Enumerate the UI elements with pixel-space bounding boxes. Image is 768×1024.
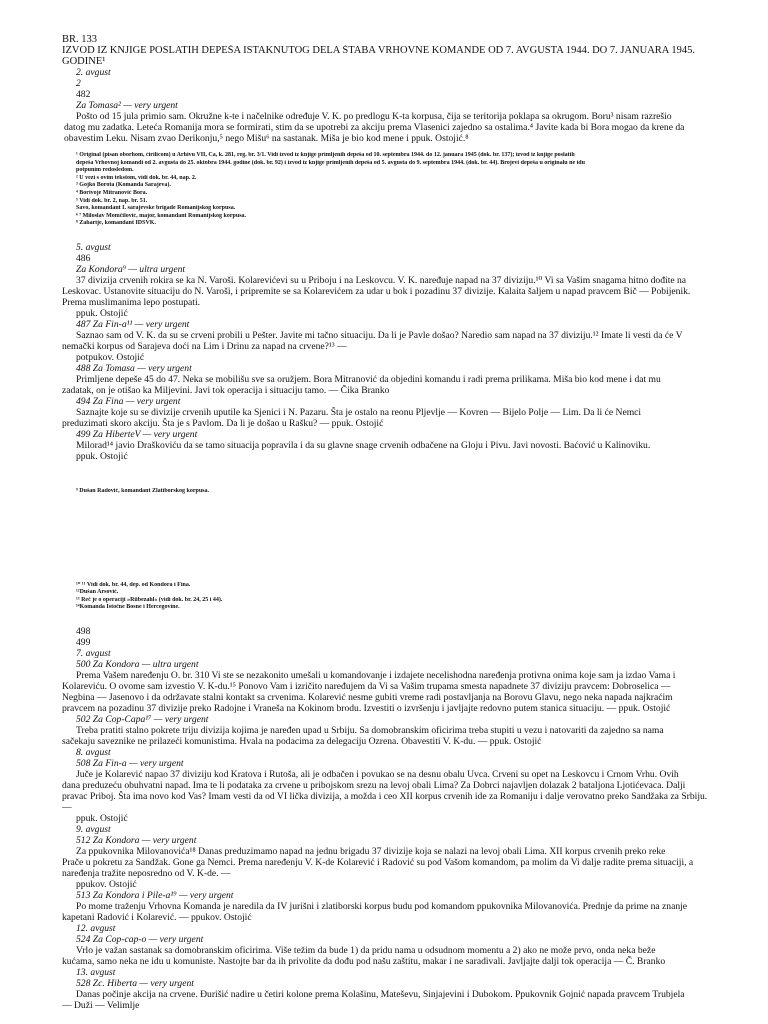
footnote: ⁵ Vidi dok. br. 2, nap. br. 51.: [76, 197, 148, 204]
document-title: IZVOD IZ KNJIGE POSLATIH DEPEŠA ISTAKNUTOG DELA ŠTABA VRHOVNE KOMANDE OD 7. AVGUSTA 1944. DO 7. JANUARA 1945.: [62, 45, 696, 56]
body-line: Primljene depeše 45 do 47. Neka se mobilišu sve sa oružjem. Bora Mitranović da objedini komandu i radi prema prilikama. Miša bio kod mene i dat mu: [76, 373, 661, 385]
body-line: Danas počinje akcija na crvene. Đurišić nadire u četiri kolone prema Kolašinu, Mateševu, Sinjajevini i Dubokom. Ppukovnik Gojnić napada pravcem Trubjela: [76, 988, 685, 1000]
date-line: 2. avgust: [76, 67, 111, 78]
body-line: Negbina — Jasenovo i da održavate stalni kontakt sa crvenima. Kolarević nesme gubiti vreme radi postavljanja na Borovu Glavu, nego neka napada najkraćim: [62, 691, 673, 703]
body-line: Pošto od 15 jula primio sam. Okružne k-te i načelnike određuje V. K. po predlogu K-ta korpusa, čija se teritorija poklapa sa okrugom. Boru³ nisam razrešio: [76, 111, 672, 122]
footnotes: [62, 152, 722, 228]
body-line: Prema muslimanima lepo postupati.: [62, 296, 201, 308]
number-line: 2: [76, 78, 81, 89]
body-line: Prače u pokretu za Sandžak. Gone ga Nemci. Prema naređenju V. K-de Kolarević i Radović su pod Vašom komandom, pa molim da Vi dalje radite prema situaciji, a: [62, 856, 694, 868]
message-recipient: 500 Za Kondora — ultra urgent: [76, 658, 199, 670]
date-line: 13. avgust: [76, 966, 116, 978]
body-line: Po mome traženju Vrhovna Komanda je naredila da IV jurišni i zlatiborski korpus budu pod komandom ppukovnika Milovanovića. Prednje da prime na znanje: [76, 900, 688, 912]
message-recipient: 508 Za Fin-a — very urgent: [76, 757, 184, 769]
body-line: dana preduzeću obuhvatni napad. Ima te li podataka za crvene u pribojskom srezu na levoj obali Lima? Za Dobrci najavljen dolazak 2 bataljona Ljotićevaca. Dalji: [62, 779, 686, 791]
footnote: ⁶ ⁷ Miloslav Momčilović, major, komandant Romanijskog korpusa.: [76, 212, 247, 219]
message-recipient: 512 Za Kondora — very urgent: [76, 834, 197, 846]
body-line: 37 divizija crvenih rokira se ka N. Varoši. Kolarevićevi su u Priboju i na Leskovcu. V. K. naređuje napad na 37 diviziju.¹⁰ Vi sa Vašim snagama hitno dođite na: [76, 274, 687, 286]
document-page: [62, 34, 722, 1011]
body-line: Prema Vašem naređenju O. br. 310 Vi ste se nezakonito umešali u komandovanje i izdajete necelishodna naređenja protivna onima koje sam ja izdao Vama i: [76, 669, 676, 681]
message-recipient: 513 Za Kondora i Pile-a¹⁹ — very urgent: [76, 889, 234, 901]
message-recipient: 502 Za Cop-Capa¹⁷ — very urgent: [76, 713, 209, 725]
message-recipient: 487 Za Fin-a¹¹ — very urgent: [76, 318, 190, 330]
footnote: ³ Gojko Borota (Komanda Sarajeva).: [76, 182, 171, 189]
footnote: ² U vezi s ovim tekstom, vidi dok. br. 44, nap. 2.: [76, 174, 197, 181]
footnote: Savo, komandant I. sarajevske brigade Romanijskog korpusa.: [76, 205, 236, 212]
number-line: 498: [76, 625, 91, 637]
signature: ppuk. Ostojić: [76, 307, 128, 319]
body-line: —: [62, 801, 72, 813]
number-line: 486: [76, 252, 91, 264]
body-line: Leskovac. Ustanovite situaciju do N. Varoši, i pripremite se sa Kolarevićem za udar u bok i pozadinu 37 divizije. Kalaita šaljem u napad pravcem Bič — Pobijenik.: [62, 285, 691, 297]
body-line: Milorad¹⁴ javio Draškoviću da se tamo situacija popravila i da su glavne snage crvenih odbačene na Gloju i Pivu. Javi novosti. Baćović u Kalinoviku.: [76, 439, 651, 451]
date-line: 7. avgust: [76, 647, 111, 659]
body-line: naređenja tražite neposredno od V. K-de. —: [62, 867, 231, 879]
body-line: Vrlo je važan sastanak sa domobranskim oficirima. Više težim da bude 1) da pridu nama u odsudnom momentu a 2) ako ne može prvo, onda neka beže: [76, 944, 656, 956]
message-recipient: Za Kondora⁹ — ultra urgent: [76, 263, 186, 275]
body-line: Treba pratiti stalno pokrete triju divizija kojima je naređen upad u Srbiju. Sa domobranskim oficirima treba stupiti u vezu i natovariti da zajedno sa nama: [76, 724, 664, 736]
footnote: ¹⁰ ¹¹ Vidi dok. br. 44, dep. od Kondora i Fina.: [76, 581, 191, 588]
number-line: 482: [76, 89, 91, 100]
body-line: Saznajte koje su se divizije crvenih uputile ka Sjenici i N. Pazaru. Šta je ostalo na reonu Pljevlje — Kovren — Bijelo Polje — Lim. Da li će Nemci: [76, 406, 642, 418]
message-recipient: 524 Za Cop-cap-o — very urgent: [76, 933, 204, 945]
signature: ppuk. Ostojić: [76, 450, 128, 462]
body-line: Juče je Kolarević napao 37 diviziju kod Kratova i Rutoša, ali je odbačen i povukao se na desnu obalu Uvca. Crveni su opet na Leskovcu i Crnom Vrhu. Ovih: [76, 768, 679, 780]
body-line: Za ppukovnika Milovanovića¹⁸ Danas preduzimamo napad na jednu brigadu 37 divizije koja se nalazi na levoj obali Lima. XII korpus crvenih preko reke: [76, 845, 666, 857]
document-title-end: GODINE¹: [62, 56, 106, 67]
date-line: 9. avgust: [76, 823, 111, 835]
footnotes: [62, 488, 722, 496]
body-line: Saznao sam od V. K. da su se crveni probili u Pešter. Javite mi tačno situaciju. Da li je Pavle došao? Naredio sam napad na 37 diviziju.¹² Imate li vesti da će V: [76, 329, 683, 341]
footnote: ⁴ Borivoje Mitranović Bora.: [76, 189, 148, 196]
footnote: ¹⁴Komanda Istočne Bosne i Hercegovine.: [76, 604, 180, 611]
document-number: BR. 133: [62, 34, 98, 45]
body-line: zadatak, on je otišao ka Miljevini. Javi tok operacija i situaciju tamo. — Čika Branko: [62, 384, 390, 396]
footnote: potpunim redosledom.: [76, 167, 134, 174]
body-line: preduzimati skoro akciju. Šta je s Pavlom. Da li je došao u Rašku? — ppuk. Ostojić: [62, 417, 384, 429]
footnote: ¹³ Reč je o operaciji »Rübezahl« (vidi dok. br. 24, 25 i 44).: [76, 596, 223, 603]
footnote: ¹ Original (pisan oborhom, ćirilicom) u Arhivu VII, Ca, k. 281, reg. br. 3/1. Vidi izvod iz knjige primljenih depeša od 10. septembra 1944. do 12. januara 1945 (dok. br. 137); izvod iz knjige poslatih: [76, 152, 575, 158]
message-recipient: 488 Za Tomasa — very urgent: [76, 362, 192, 374]
body-line: — Duži — Velimlje: [62, 999, 140, 1011]
body-line: kapetani Radović i Kolarević. — ppukov. Ostojić: [62, 911, 252, 923]
footnote: ⁹ Dušan Radović, komandant Zlatiborskog korpusa.: [76, 487, 209, 494]
body-line: pravcem na pozadinu 37 divizije preko Radojne i Vraneša na Kokinom brodu. Izvestiti o izvršenju i javljajte redovno putem stanica situaciju. — ppuk. Ostojić: [62, 702, 671, 714]
body-line: datog mu zadatka. Leteća Romanija mora se formirati, stim da se upotrebi za akciju prema Vlasenici zajedno sa ostalima.⁴ Javite kada bi Bora mogao da krene da: [64, 122, 685, 133]
date-line: 8. avgust: [76, 746, 111, 758]
body-line: pravac Priboj. Šta ima novo kod Vas? Imam vesti da od VI lička divizija, a možda i ceo XII korpus crvenih ide za Romaniju i dalje verovatno preko Sandžaka za Srbiju.: [62, 790, 708, 802]
body-line: sačekaju saveznike ne prilazeći komunistima. Hvala na podacima za delegaciju Ozrena. Obavestiti V. K-du. — ppuk. Ostojić: [62, 735, 542, 747]
footnote: ¹²Dušan Arsović.: [76, 589, 119, 596]
footnote: ⁸ Zaharije, komandant IDSVK.: [76, 220, 156, 227]
number-line: 499: [76, 636, 91, 648]
message-recipient: 528 Zc. Hiberta — very urgent: [76, 977, 194, 989]
message-recipient: 494 Za Fina — very urgent: [76, 395, 181, 407]
message-recipient: Za Tomasa² — very urgent: [76, 100, 178, 111]
signature: ppuk. Ostojić: [76, 812, 128, 824]
body-line: nemački korpus od Sarajeva doći na Lim i Drinu za napad na crvene?¹³ —: [62, 340, 347, 352]
footnotes: [62, 582, 722, 612]
message-recipient: 499 Za HiberteV — very urgent: [76, 428, 198, 440]
date-line: 12. avgust: [76, 922, 116, 934]
body-line: Kolareviću. O ovome sam izvestio V. K-du.¹⁵ Ponovo Vam i izričito naređujem da Vi sa Vašim trupama smesta napadnete 37 diviziju pravcem: Dobroselica —: [62, 680, 671, 692]
signature: ppukov. Ostojić: [76, 878, 137, 890]
signature: potpukov. Ostojić: [76, 351, 145, 363]
body-line: kućama, samo neka ne idu u komuniste. Nastojte bar da ih privolite da dođu pod našu zaštitu, makar i ne saradivali. Javljajte dalji tok operacija — Č. Branko: [62, 955, 666, 967]
date-line: 5. avgust: [76, 241, 111, 253]
footnote: depeša Vrhovnoj komandi od 2. avgusta do 25. oktobra 1944. godine (dok. br. 92) i izvod iz knjige primljenih depeša od 5. avgusta do 9. septembra 1944. (dok. br. 44). Brojevi depeša u originalu ne idu: [76, 159, 585, 166]
body-line: obavestim Leku. Nisam zvao Derikonju,⁵ nego Mišu⁶ na sastanak. Miša je bio kod mene i ppuk. Ostojić.⁸: [64, 133, 469, 144]
